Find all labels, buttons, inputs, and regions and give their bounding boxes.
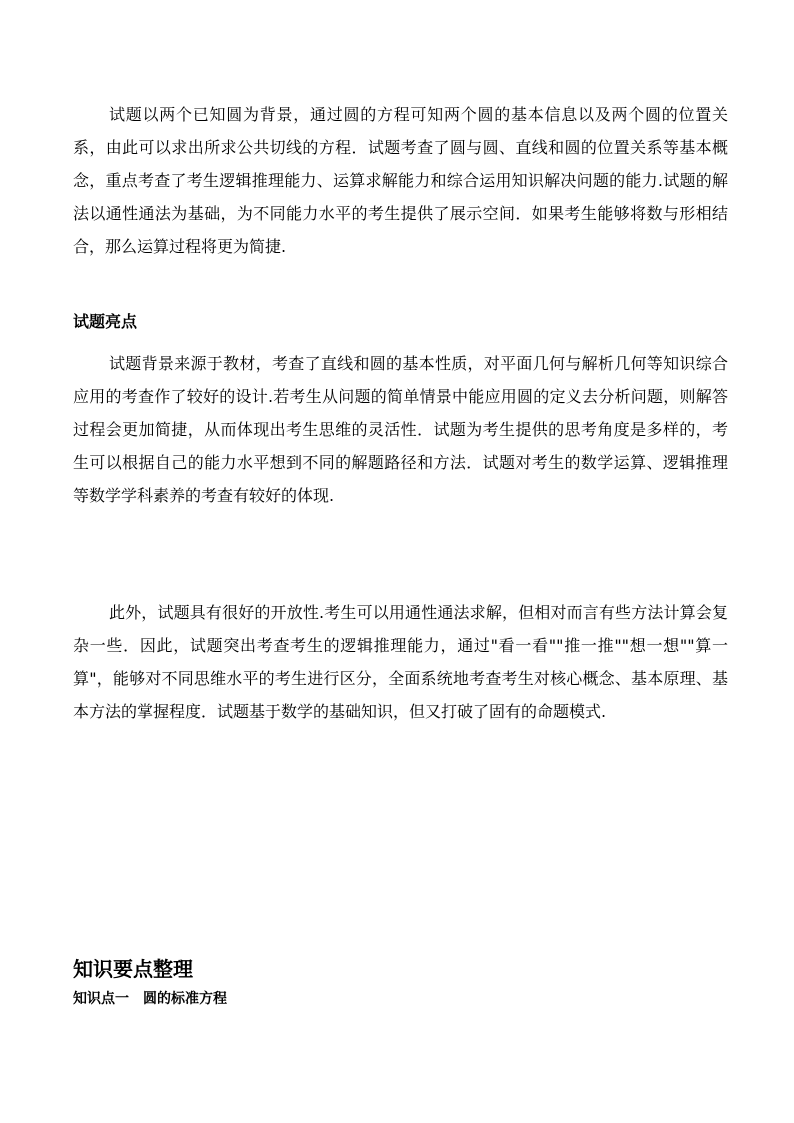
paragraph-openness: 此外，试题具有很好的开放性.考生可以用通性通法求解，但相对而言有些方法计算会复杂一些．因此，试题突出考查考生的逻辑推理能力，通过"看一看""推一推""想一想""算一算"，能够对不同思维水平的考生进行区分，全面系统地考查考生对核心概念、基本原理、基本方法的掌握程度．试题基于数学的基础知识，但又打破了固有的命题模式. — [73, 603, 728, 721]
subheading-knowledge-point-one: 知识点一 圆的标准方程 — [73, 991, 227, 1007]
paragraph-analysis: 试题以两个已知圆为背景，通过圆的方程可知两个圆的基本信息以及两个圆的位置关系，由此可以求出所求公共切线的方程．试题考查了圆与圆、直线和圆的位置关系等基本概念，重点考查了考生逻辑推理能力、运算求解能力和综合运用知识解决问题的能力.试题的解法以通性通法为基础，为不同能力水平的考生提供了展示空间．如果考生能够将数与形相结合，那么运算过程将更为简捷. — [73, 105, 728, 256]
main-heading-knowledge-points: 知识要点整理 — [73, 957, 193, 981]
paragraph-highlights: 试题背景来源于教材，考查了直线和圆的基本性质，对平面几何与解析几何等知识综合应用的考查作了较好的设计.若考生从问题的简单情景中能应用圆的定义去分析问题，则解答过程会更加简捷，从而体现出考生思维的灵活性．试题为考生提供的思考角度是多样的，考生可以根据自己的能力水平想到不同的解题路径和方法．试题对考生的数学运算、逻辑推理等数学学科素养的考查有较好的体现. — [73, 354, 728, 505]
section-heading-highlights: 试题亮点 — [73, 312, 138, 331]
